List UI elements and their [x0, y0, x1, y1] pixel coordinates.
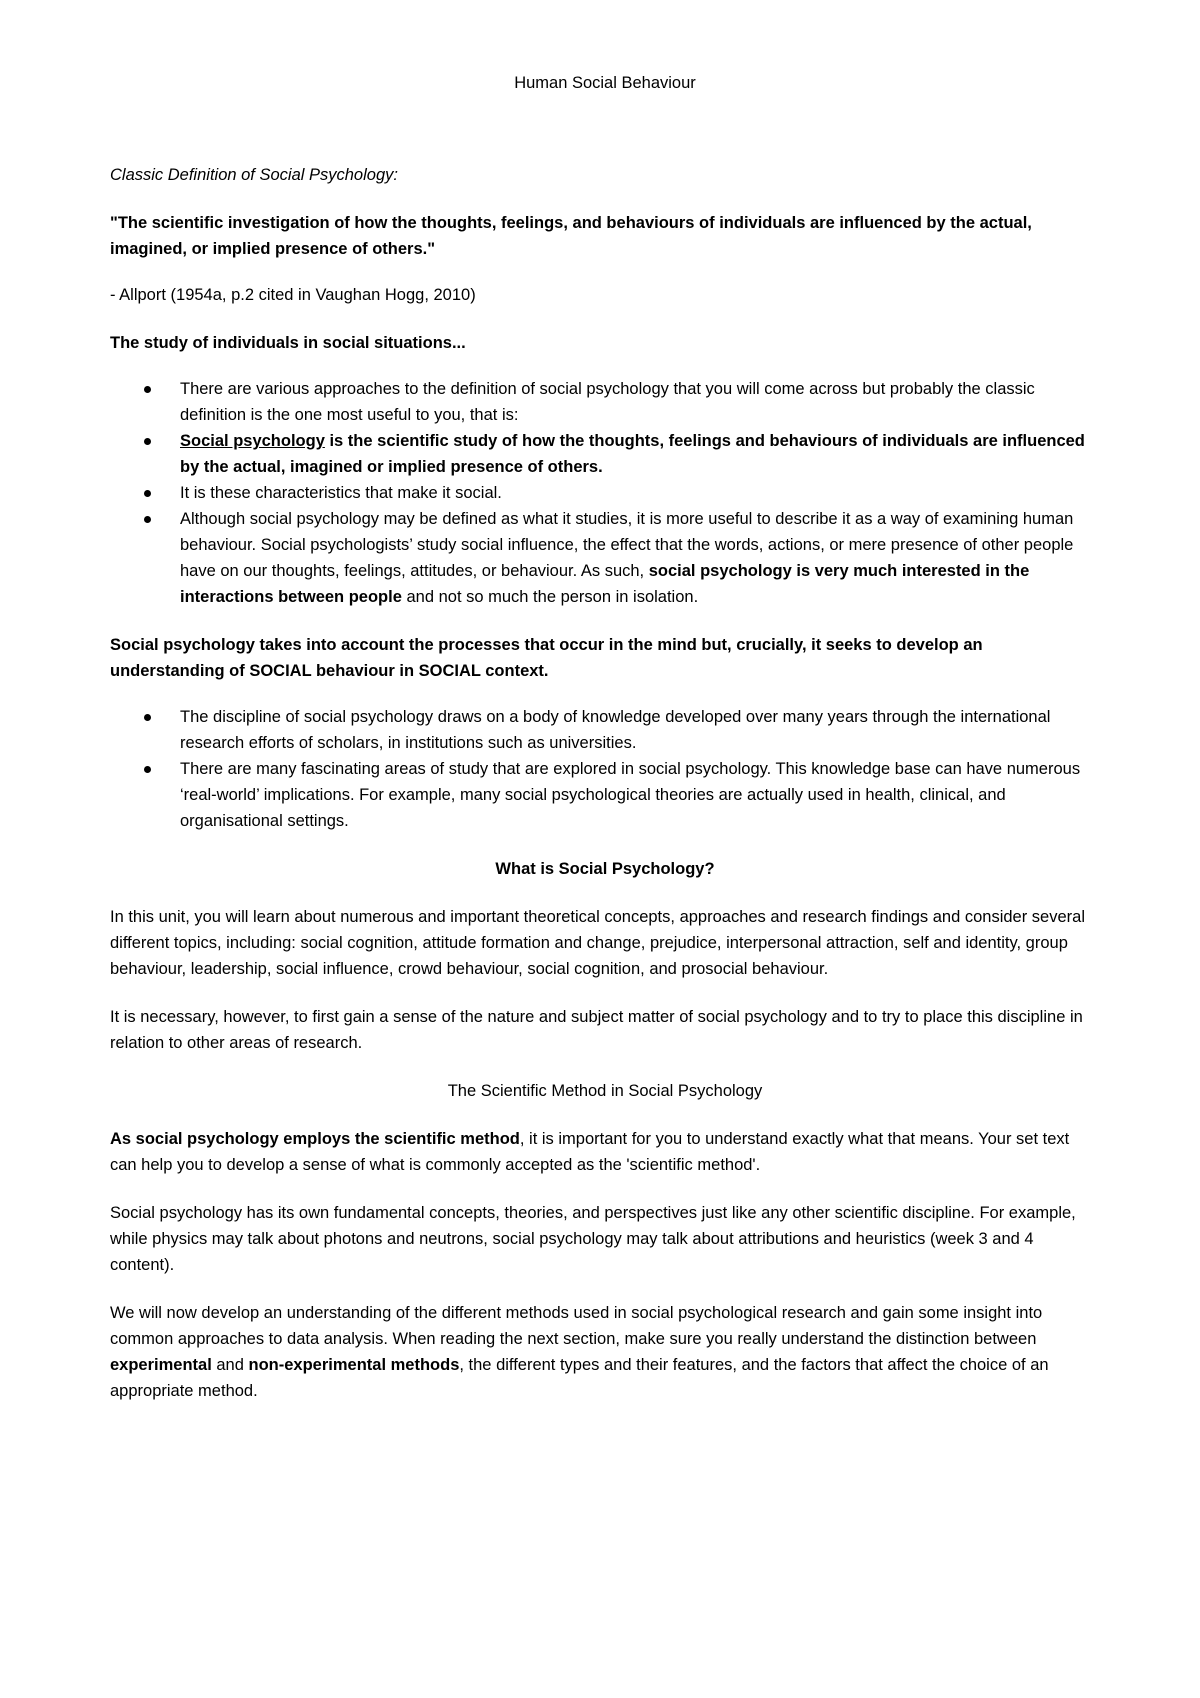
definition-citation: - Allport (1954a, p.2 cited in Vaughan Hogg, 2010) [110, 286, 476, 304]
method-text: We will now develop an understanding of the different methods used in social psychological research and gain some insight into common approaches to data analysis. When reading the next section, make sure you really understand the distinction between [110, 1304, 1043, 1348]
method-text: , it is important for you to understand exactly what that means. Your set text can help you to develop a sense of what is commonly accepted as the 'scientific method'. [110, 1130, 1070, 1174]
bullet-item [110, 480, 1100, 506]
experimental-term: experimental [110, 1356, 212, 1374]
what-is-paragraph-1: In this unit, you will learn about numerous and important theoretical concepts, approaches and research findings and consider several different topics, including: social cognition, attitude formation and change, prejudice, interpersonal attraction, self and identity, group behaviour, leadership, social influence, crowd behaviour, social cognition, and prosocial behaviour. [110, 908, 1085, 978]
discipline-bullet-list [110, 704, 1100, 834]
method-paragraph-3 [110, 1300, 1100, 1404]
context-paragraph: Social psychology takes into account the processes that occur in the mind but, crucially, it seeks to develop an understanding of SOCIAL behaviour in SOCIAL context. [110, 636, 983, 680]
method-text: and [211, 1356, 249, 1374]
bullet-text: is the scientific study of how the thoughts, feelings and behaviours of individuals are influenced by the actual, imagined or implied presence of others. [180, 432, 1085, 476]
document-page [110, 70, 1100, 1404]
bullet-item [110, 506, 1100, 610]
what-is-heading: What is Social Psychology? [495, 860, 715, 878]
bullet-emphasis: social psychology is very much interested in the interactions between people [180, 562, 1030, 606]
bullet-item [110, 704, 1100, 756]
document-title: Human Social Behaviour [514, 74, 696, 92]
method-paragraph-1 [110, 1126, 1100, 1178]
what-is-paragraph-2: It is necessary, however, to first gain a sense of the nature and subject matter of social psychology and to try to place this discipline in relation to other areas of research. [110, 1008, 1083, 1052]
bullet-item [110, 376, 1100, 428]
bullet-text: Although social psychology may be defined as what it studies, it is more useful to describe it as a way of examining human behaviour. Social psychologists’ study social influence, the effect that the words, actions, or mere presence of other people have on our thoughts, feelings, attitudes, or behaviour. As such, [180, 510, 1074, 580]
bullet-text: and not so much the person in isolation. [401, 588, 699, 606]
method-emphasis: As social psychology employs the scientific method [110, 1130, 520, 1148]
bullet-item [110, 428, 1100, 480]
bullet-item [110, 756, 1100, 834]
bullet-text: It is these characteristics that make it social. [180, 484, 502, 502]
method-text: , the different types and their features, and the factors that affect the choice of an appropriate method. [110, 1356, 1049, 1400]
bullet-text: There are various approaches to the definition of social psychology that you will come across but probably the classic definition is the one most useful to you, that is: [180, 380, 1035, 424]
study-heading: The study of individuals in social situations... [110, 334, 466, 352]
scientific-method-heading: The Scientific Method in Social Psychology [447, 1082, 763, 1100]
bullet-text: The discipline of social psychology draws on a body of knowledge developed over many years through the international research efforts of scholars, in institutions such as universities. [180, 708, 1051, 752]
non-experimental-term: non-experimental methods [248, 1356, 460, 1374]
bullet-text: There are many fascinating areas of study that are explored in social psychology. This knowledge base can have numerous ‘real-world’ implications. For example, many social psychological theories are actually used in health, clinical, and organisational settings. [180, 760, 1081, 830]
social-psychology-term: Social psychology [180, 432, 325, 450]
method-paragraph-2: Social psychology has its own fundamental concepts, theories, and perspectives just like any other scientific discipline. For example, while physics may talk about photons and neutrons, social psychology may talk about attributions and heuristics (week 3 and 4 content). [110, 1204, 1076, 1274]
definition-heading: Classic Definition of Social Psychology: [110, 166, 398, 184]
study-bullet-list [110, 376, 1100, 610]
definition-quote: "The scientific investigation of how the thoughts, feelings, and behaviours of individuals are influenced by the actual, imagined, or implied presence of others." [110, 214, 1032, 258]
